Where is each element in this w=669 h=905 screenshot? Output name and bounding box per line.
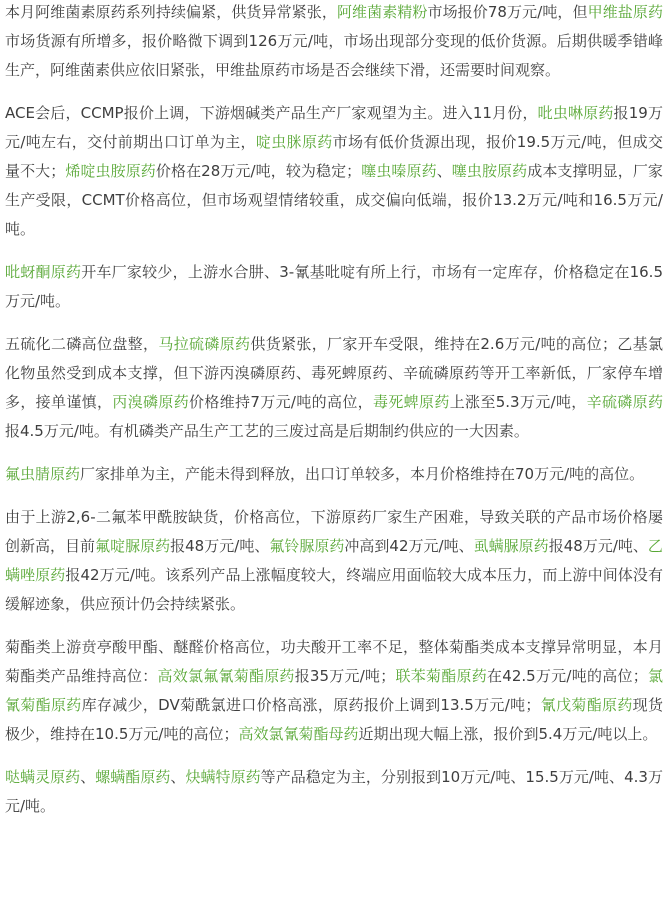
paragraph-text: 在42.5万元/吨的高位；: [487, 667, 648, 685]
product-name-highlight: 噻虫嗪原药: [361, 162, 437, 180]
paragraph-text: 市场有低价货源出现，报价19.5万元/吨，但成交量不大；: [5, 133, 663, 180]
product-name-highlight: 吡蚜酮原药: [5, 263, 82, 281]
product-name-highlight: 氟铃脲原药: [269, 537, 345, 555]
product-name-highlight: 氟啶脲原药: [95, 537, 171, 555]
paragraph-text: 报35万元/吨；: [294, 667, 396, 685]
paragraph-text: 、: [436, 162, 452, 180]
article-paragraph: [5, 99, 663, 244]
product-name-highlight: 螺螨酯原药: [95, 768, 171, 786]
paragraph-text: 近期出现大幅上涨，报价到5.4万元/吨以上。: [358, 725, 658, 743]
article-paragraph: [5, 633, 663, 749]
paragraph-text: 、: [80, 768, 96, 786]
paragraph-text: 成本支撑明显，厂家生产受限，CCMT价格高位，但市场观望情绪较重，成交偏向低端，报价13.2万元/吨和16.5万元/吨。: [5, 162, 663, 238]
paragraph-text: 冲高到42万元/吨、: [344, 537, 474, 555]
paragraph-text: 报42万元/吨。该系列产品上涨幅度较大，终端应用面临较大成本压力，而上游中间体没有缓解迹象，供应预计仍会持续紧张。: [5, 566, 663, 613]
product-name-highlight: 氯氰菊酯原药: [5, 667, 663, 714]
paragraph-text: 开车厂家较少，上游水合肼、3-氰基吡啶有所上行，市场有一定库存，价格稳定在16.5万元/吨。: [5, 263, 663, 310]
paragraph-text: ACE会后，CCMP报价上调，下游烟碱类产品生产厂家观望为主。进入11月份，: [5, 104, 538, 122]
paragraph-text: 价格在28万元/吨，较为稳定；: [155, 162, 362, 180]
product-name-highlight: 啶虫脒原药: [255, 133, 333, 151]
paragraph-text: 菊酯类上游贲亭酸甲酯、醚醛价格高位，功夫酸开工率不足，整体菊酯类成本支撑异常明显，本月菊酯类产品维持高位：: [5, 638, 663, 685]
product-name-highlight: 辛硫磷原药: [586, 393, 663, 411]
paragraph-text: 库存减少，DV菊酰氯进口价格高涨，原药报价上调到13.5万元/吨；: [81, 696, 541, 714]
paragraph-text: 市场货源有所增多，报价略微下调到126万元/吨，市场出现部分变现的低价货源。后期供暖季错峰生产，阿维菌素供应依旧紧张，甲维盐原药市场是否会继续下滑，还需要时间观察。: [5, 32, 663, 79]
product-name-highlight: 丙溴磷原药: [112, 393, 190, 411]
product-name-highlight: 甲维盐原药: [587, 3, 663, 21]
article-paragraph: [5, 0, 663, 85]
paragraph-text: 五硫化二磷高位盘整，: [5, 335, 159, 353]
article-paragraph: [5, 258, 663, 316]
paragraph-text: 报48万元/吨、: [170, 537, 270, 555]
product-name-highlight: 毒死蜱原药: [373, 393, 450, 411]
paragraph-text: 本月阿维菌素原药系列持续偏紧，供货异常紧张，: [5, 3, 337, 21]
paragraph-text: 厂家排单为主，产能未得到释放，出口订单较多，本月价格维持在70万元/吨的高位。: [80, 465, 645, 483]
product-name-highlight: 哒螨灵原药: [5, 768, 81, 786]
paragraph-text: 报19万元/吨左右，交付前期出口订单为主，: [5, 104, 663, 151]
paragraph-text: 报4.5万元/吨。有机磷类产品生产工艺的三废过高是后期制约供应的一大因素。: [5, 422, 529, 440]
product-name-highlight: 噻虫胺原药: [451, 162, 528, 180]
article-paragraph: [5, 330, 663, 446]
article-paragraph: [5, 763, 663, 821]
product-name-highlight: 阿维菌素精粉: [336, 3, 428, 21]
paragraph-text: 、: [170, 768, 186, 786]
product-name-highlight: 氟虫腈原药: [5, 465, 81, 483]
paragraph-text: 上涨至5.3万元/吨，: [449, 393, 587, 411]
product-name-highlight: 虱螨脲原药: [473, 537, 549, 555]
paragraph-text: 价格维持7万元/吨的高位，: [189, 393, 374, 411]
product-name-highlight: 联苯菊酯原药: [395, 667, 488, 685]
product-name-highlight: 乙螨唑原药: [5, 537, 663, 584]
paragraph-text: 由于上游2,6-二氟苯甲酰胺缺货，价格高位，下游原药厂家生产困难，导致关联的产品市场价格屡创新高，目前: [5, 508, 663, 555]
paragraph-text: 报48万元/吨、: [548, 537, 648, 555]
product-name-highlight: 烯啶虫胺原药: [65, 162, 156, 180]
product-name-highlight: 氰戊菊酯原药: [540, 696, 633, 714]
article-paragraph: [5, 503, 663, 619]
product-name-highlight: 高效氯氟氰菊酯原药: [157, 667, 295, 685]
product-name-highlight: 马拉硫磷原药: [158, 335, 251, 353]
paragraph-text: 等产品稳定为主，分别报到10万元/吨、15.5万元/吨、4.3万元/吨。: [5, 768, 663, 815]
paragraph-text: 供货紧张，厂家开车受限，维持在2.6万元/吨的高位；乙基氯化物虽然受到成本支撑，但下游丙溴磷原药、毒死蜱原药、辛硫磷原药等开工率新低，厂家停车增多，接单谨慎，: [5, 335, 663, 411]
product-name-highlight: 炔螨特原药: [185, 768, 261, 786]
article-paragraph: [5, 460, 663, 489]
paragraph-text: 现货极少，维持在10.5万元/吨的高位；: [5, 696, 663, 743]
product-name-highlight: 吡虫啉原药: [537, 104, 614, 122]
product-name-highlight: 高效氯氰菊酯母药: [238, 725, 359, 743]
paragraph-text: 市场报价78万元/吨，但: [427, 3, 588, 21]
